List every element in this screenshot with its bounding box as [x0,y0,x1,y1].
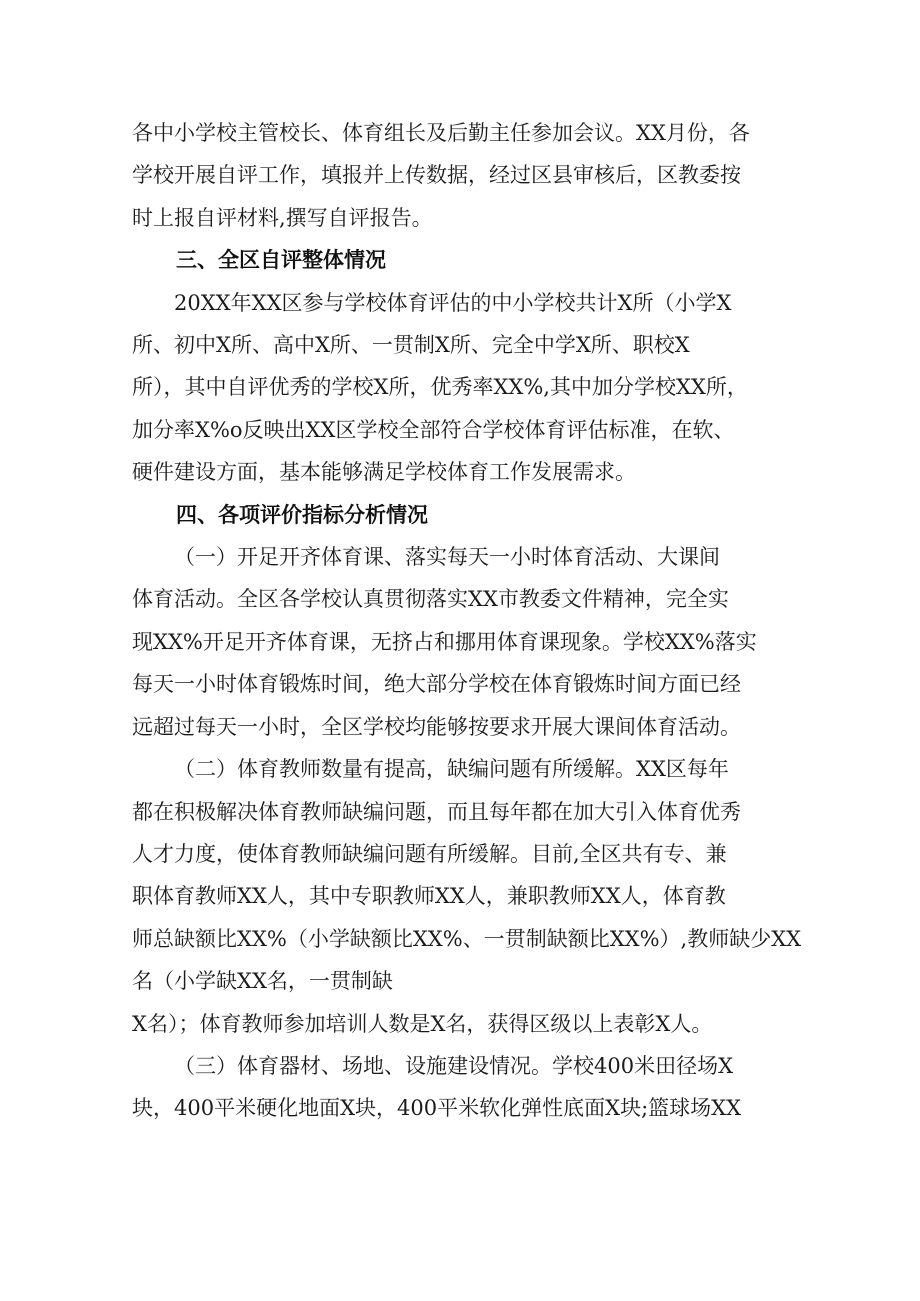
overall-paragraph: 20XX年XX区参与学校体育评估的中小学校共计X所（小学X 所、初中X所、高中X所、一贯制X所、完全中学X所、职校X 所），其中自评优秀的学校X所，优秀率XX%,其中加分学校XX所， 加分率X%o反映出XX区学校全部符合学校体育评估标准，在软、 硬件建设方面，基本能够满足学校体育工作发展需求。 [132,290,748,485]
item-3-paragraph: （三）体育器材、场地、设施建设情况。学校400米田径场X 块，400平米硬化地面X块，400平米软化弹性底面X块;篮球场XX [132,1053,742,1121]
section-heading-4: 四、各项评价指标分析情况 [176,502,428,527]
intro-paragraph: 各中小学校主管校长、体育组长及后勤主任参加会议。XX月份，各 学校开展自评工作，填报并上传数据，经过区县审核后，区教委按 时上报自评材料,撰写自评报告。 [132,121,750,230]
item-1-paragraph: （一）开足开齐体育课、落实每天一小时体育活动、大课间 体育活动。全区各学校认真贯彻落实XX市教委文件精神，完全实 现XX%开足开齐体育课，无挤占和挪用体育课现象。学校XX%落实 每天一小时体育锻炼时间，绝大部分学校在体育锻炼时间方面已经 远超过每天一小时，全区学校均能够按要求开展大课间体育活动。 [132,545,757,739]
item-2-paragraph: （二）体育教师数量有提高，缺编问题有所缓解。XX区每年 都在积极解决体育教师缺编问题，而且每年都在加大引入体育优秀 人才力度，使体育教师缺编问题有所缓解。目前,全区共有专、兼 职体育教师XX人，其中专职教师XX人，兼职教师XX人，体育教 师总缺额比XX%（小学缺额比XX%、一贯制缺额比XX%）,教师缺少XX 名（小学缺XX名，一贯制缺 X名）；体育教师参加培训人数是X名，获得区级以上表彰X人。 [132,757,802,1036]
document-body [132,112,802,1130]
section-heading-3: 三、全区自评整体情况 [176,248,386,273]
